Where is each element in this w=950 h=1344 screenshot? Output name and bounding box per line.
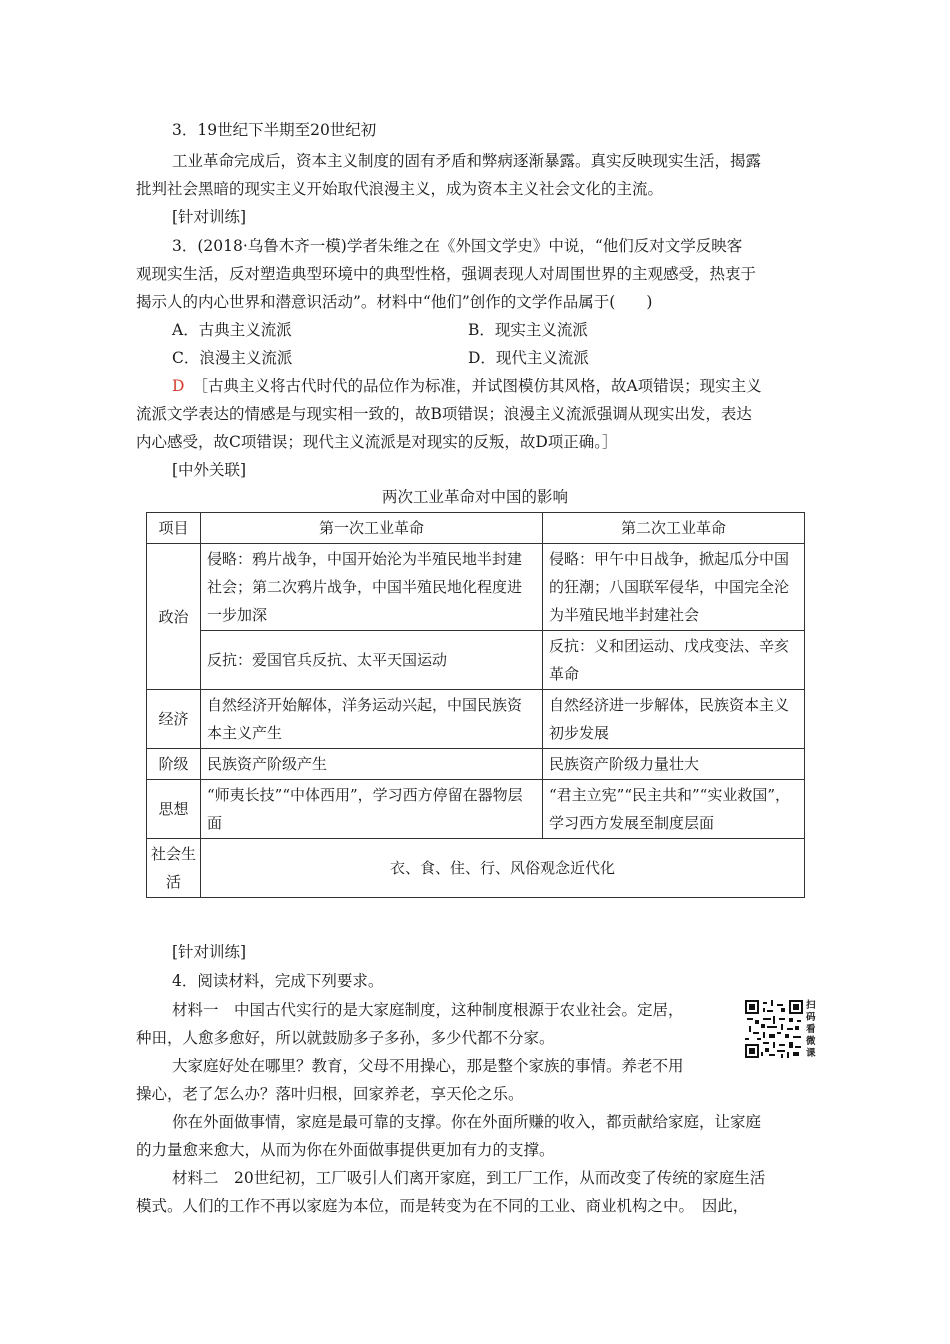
- cell-politics-invasion-2: 侵略：甲午中日战争，掀起瓜分中国的狂潮；八国联军侵华，中国完全沦为半殖民地半封建社会: [543, 544, 805, 631]
- material-line: 你在外面做事情，家庭是最可靠的支撑。你在外面所赚的收入，都贡献给家庭，让家庭: [172, 1113, 762, 1131]
- row-label-class: 阶级: [147, 749, 201, 780]
- relation-tag: [中外关联]: [172, 461, 247, 479]
- table-row: [147, 749, 805, 780]
- row-label-economy: 经济: [147, 690, 201, 749]
- training-tag: [针对训练]: [172, 943, 247, 961]
- cell-class-2: 民族资产阶级力量壮大: [543, 749, 805, 780]
- cell-thought-1: “师夷长技”“中体西用”，学习西方停留在器物层面: [201, 780, 543, 839]
- section-heading: 3．19世纪下半期至20世纪初: [172, 121, 377, 139]
- cell-class-1: 民族资产阶级产生: [201, 749, 543, 780]
- row-label-social: 社会生活: [147, 839, 201, 898]
- table-row: [147, 544, 805, 631]
- cell-social-value: 衣、食、住、行、风俗观念近代化: [201, 839, 805, 898]
- cell-economy-1: 自然经济开始解体，洋务运动兴起，中国民族资本主义产生: [201, 690, 543, 749]
- option-d: D．现代主义流派: [468, 349, 589, 367]
- material-line: 的力量愈来愈大，从而为你在外面做事提供更加有力的支撑。: [136, 1141, 555, 1159]
- cell-politics-invasion-1: 侵略：鸦片战争，中国开始沦为半殖民地半封建社会；第二次鸦片战争，中国半殖民地化程度进一步加深: [201, 544, 543, 631]
- impact-table: [146, 512, 805, 898]
- option-c: C．浪漫主义流派: [172, 349, 293, 367]
- paragraph-line: 工业革命完成后，资本主义制度的固有矛盾和弊病逐渐暴露。真实反映现实生活，揭露: [172, 152, 762, 170]
- training-tag: [针对训练]: [172, 208, 247, 226]
- cell-thought-2: “君主立宪”“民主共和”“实业救国”，学习西方发展至制度层面: [543, 780, 805, 839]
- material-line: 模式。人们的工作不再以家庭为本位，而是转变为在不同的工业、商业机构之中。 因此，: [136, 1197, 749, 1215]
- material-line: 种田，人愈多愈好，所以就鼓励多子多孙，多少代都不分家。: [136, 1029, 555, 1047]
- material-line: 材料二 20世纪初，工厂吸引人们离开家庭，到工厂工作，从而改变了传统的家庭生活: [172, 1169, 766, 1187]
- header-item: 项目: [147, 513, 201, 544]
- header-first-revolution: 第一次工业革命: [201, 513, 543, 544]
- header-second-revolution: 第二次工业革命: [543, 513, 805, 544]
- material-line: 大家庭好处在哪里？教育，父母不用操心，那是整个家族的事情。养老不用: [172, 1057, 684, 1075]
- question-line: 揭示人的内心世界和潜意识活动”。材料中“他们”创作的文学作品属于( ): [136, 293, 653, 311]
- table-row: [147, 839, 805, 898]
- option-a: A．古典主义流派: [172, 321, 292, 339]
- row-label-thought: 思想: [147, 780, 201, 839]
- table-row: [147, 690, 805, 749]
- question-line: 3．(2018·乌鲁木齐一模)学者朱维之在《外国文学史》中说，“他们反对文学反映客: [172, 237, 743, 255]
- row-label-politics: 政治: [147, 544, 201, 690]
- material-line: 操心，老了怎么办？落叶归根，回家养老，享天伦之乐。: [136, 1085, 524, 1103]
- answer-letter: D: [172, 377, 185, 395]
- answer-line: [172, 375, 762, 397]
- table-row: [147, 631, 805, 690]
- answer-line: 内心感受，故C项错误；现代主义流派是对现实的反叛，故D项正确。］: [136, 433, 618, 451]
- cell-politics-resist-2: 反抗：义和团运动、戊戌变法、辛亥革命: [543, 631, 805, 690]
- cell-economy-2: 自然经济进一步解体，民族资本主义初步发展: [543, 690, 805, 749]
- answer-line: 流派文学表达的情感是与现实相一致的，故B项错误；浪漫主义流派强调从现实出发，表达: [136, 405, 752, 423]
- qr-caption: 扫码看微课: [806, 1000, 816, 1059]
- paragraph-line: 批判社会黑暗的现实主义开始取代浪漫主义，成为资本主义社会文化的主流。: [136, 180, 664, 198]
- table-title: 两次工业革命对中国的影响: [381, 488, 568, 506]
- question-line: 4．阅读材料，完成下列要求。: [172, 972, 384, 990]
- table-row: [147, 780, 805, 839]
- question-line: 观现实生活，反对塑造典型环境中的典型性格，强调表现人对周围世界的主观感受，热衷于: [136, 265, 757, 283]
- answer-text: ［古典主义将古代时代的品位作为标准，并试图模仿其风格，故A项错误；现实主义: [192, 377, 762, 395]
- cell-politics-resist-1: 反抗：爱国官兵反抗、太平天国运动: [201, 631, 543, 690]
- material-line: 材料一 中国古代实行的是大家庭制度，这种制度根源于农业社会。定居，: [172, 1001, 684, 1019]
- option-b: B．现实主义流派: [468, 321, 588, 339]
- qr-code-icon[interactable]: [745, 1000, 803, 1058]
- table-header-row: [147, 513, 805, 544]
